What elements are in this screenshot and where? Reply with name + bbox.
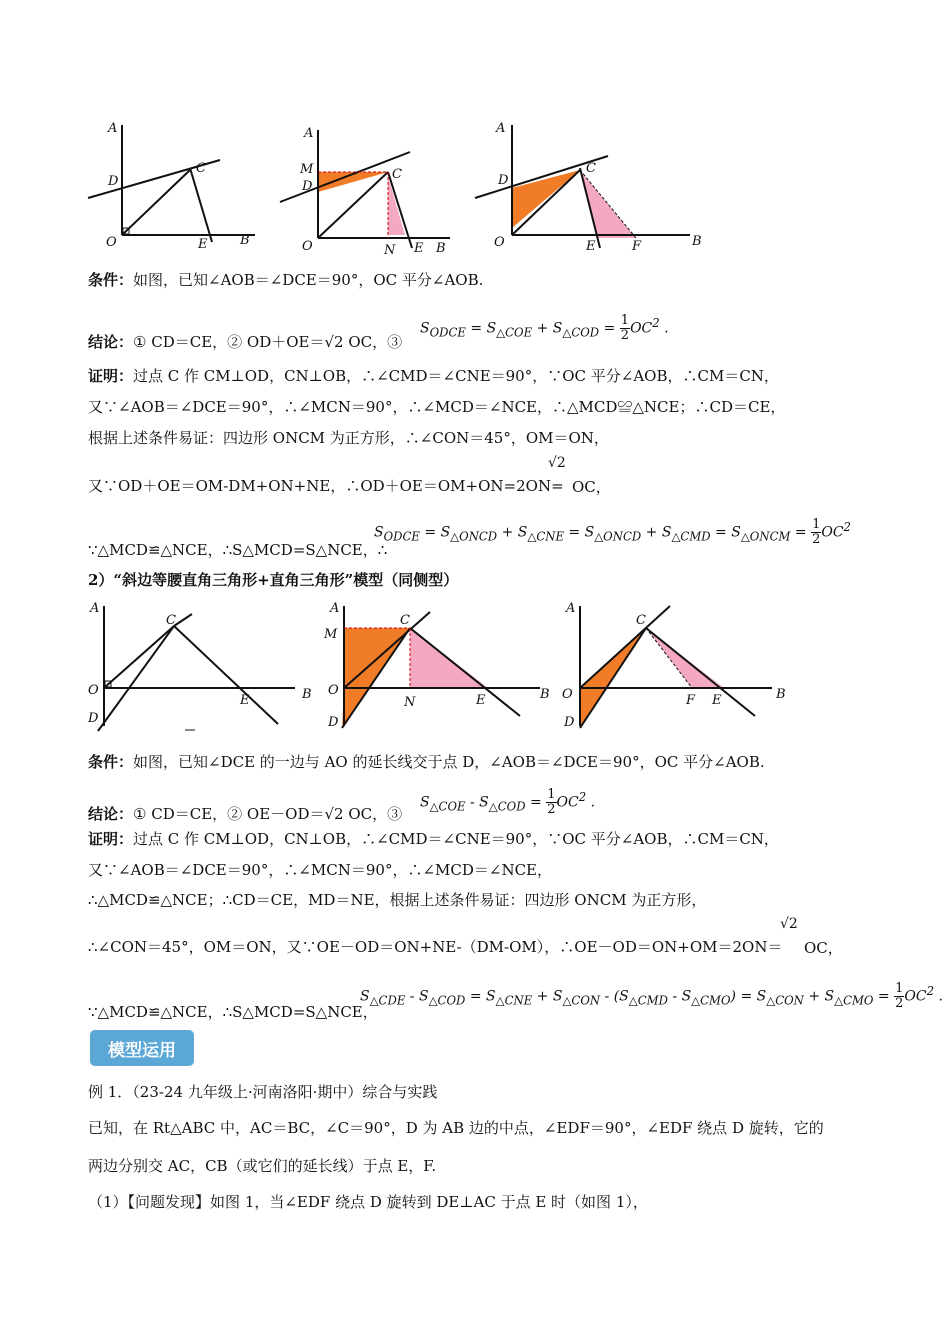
model1-conclusion: 结论：① CD＝CE，② OD＋OE＝√2 OC，③ [88, 333, 403, 351]
model2-proof-2: 又∵∠AOB＝∠DCE＝90°，∴∠MCN＝90°，∴∠MCD＝∠NCE， [88, 861, 552, 879]
example-title: 例 1．（23-24 九年级上·河南洛阳·期中）综合与实践 [88, 1083, 438, 1101]
model1-proof-3: 根据上述条件易证：四边形 ONCM 为正方形，∴∠CON＝45°，OM＝ON， [88, 429, 609, 447]
example-line-3: （1）【问题发现】如图 1，当∠EDF 绕点 D 旋转到 DE⊥AC 于点 E 时（如图 1）， [88, 1193, 648, 1211]
svg-text:D: D [108, 174, 119, 189]
svg-text:A: A [304, 126, 314, 141]
svg-text:O: O [106, 235, 117, 250]
figure-row-2 [80, 596, 800, 736]
svg-text:M: M [324, 627, 338, 642]
model2-proof-4b: OC， [804, 939, 843, 957]
svg-text:M: M [300, 162, 314, 177]
model2-heading: 2）“斜边等腰直角三角形+直角三角形”模型（同侧型） [88, 571, 459, 589]
figure-row-1 [80, 110, 720, 260]
svg-text:C: C [400, 613, 410, 628]
example-line-1: 已知，在 Rt△ABC 中，AC＝BC，∠C＝90°，D 为 AB 边的中点，∠EDF＝90°，∠EDF 绕点 D 旋转，它的 [88, 1119, 824, 1137]
svg-text:O: O [302, 239, 313, 254]
model1-final-formula: $S_{ODCE} = S_{\triangle ONCD} + S_{\triangle CNE} = S_{\triangle ONCD} + S_{\triangle CMD} = S_{\triangle ONCM}$ = $\frac{1}{2}$ $OC^2$ [374, 517, 851, 547]
svg-text:B: B [436, 241, 446, 256]
svg-text:O: O [494, 235, 505, 250]
svg-text:C: C [586, 161, 596, 176]
svg-text:A: A [108, 121, 118, 136]
svg-text:N: N [384, 243, 396, 258]
model2-conclusion: 结论：① CD＝CE，② OE－OD＝√2 OC，③ [88, 805, 403, 823]
model1-proof-5: ∵△MCD≌△NCE，∴S△MCD=S△NCE，∴ [88, 541, 388, 559]
svg-text:C: C [636, 613, 646, 628]
svg-text:A: A [566, 601, 576, 616]
model1-sqrt2: √2 [548, 455, 566, 471]
svg-text:D: D [328, 715, 339, 730]
svg-text:E: E [586, 239, 596, 254]
model2-final-formula: $S_{\triangle CDE} - S_{\triangle COD} = S_{\triangle CNE} + S_{\triangle CON} - (S_{\triangle CMD} - S_{\triangle CMO}) = S_{\triangle CON} + S_{\triangle CMO}$ = $\frac{1}{2}$ $OC^2$ . [360, 981, 943, 1011]
svg-text:O: O [328, 683, 339, 698]
svg-text:F: F [632, 239, 642, 254]
model2-proof-5: ∵△MCD≌△NCE，∴S△MCD=S△NCE， [88, 1003, 378, 1021]
model1-condition: 条件：如图，已知∠AOB＝∠DCE＝90°，OC 平分∠AOB. [88, 271, 484, 289]
svg-text:B: B [776, 687, 786, 702]
svg-text:D: D [498, 173, 509, 188]
model1-conclusion-formula: $S_{ODCE} = S_{\triangle COE} + S_{\triangle COD}$ = $\frac{1}{2}$ $OC^2$ . [420, 313, 669, 343]
model2-condition: 条件：如图，已知∠DCE 的一边与 AO 的延长线交于点 D，∠AOB＝∠DCE＝90°，OC 平分∠AOB. [88, 753, 765, 771]
svg-text:O: O [562, 687, 573, 702]
svg-text:C: C [196, 161, 206, 176]
model2-conclusion-formula: $S_{\triangle COE} - S_{\triangle COD}$ = $\frac{1}{2}$ $OC^2$ . [420, 787, 596, 817]
svg-text:B: B [302, 687, 312, 702]
svg-text:A: A [496, 121, 506, 136]
svg-text:B: B [240, 233, 250, 248]
svg-text:E: E [240, 693, 250, 708]
svg-text:E: E [712, 693, 722, 708]
svg-text:E: E [414, 241, 424, 256]
svg-text:D: D [302, 179, 313, 194]
svg-text:D: D [88, 711, 99, 726]
svg-text:E: E [476, 693, 486, 708]
figure-2-1 [87, 601, 312, 731]
model-application-badge: 模型运用 [90, 1030, 194, 1066]
figure-1-2 [280, 126, 450, 258]
svg-text:N: N [404, 695, 416, 710]
svg-text:A: A [90, 601, 100, 616]
svg-text:O: O [88, 683, 99, 698]
svg-text:A: A [330, 601, 340, 616]
model1-proof-1: 证明：过点 C 作 CM⊥OD，CN⊥OB，∴∠CMD＝∠CNE＝90°，∵OC 平分∠AOB，∴CM＝CN， [88, 367, 779, 385]
figure-1-3 [475, 121, 702, 254]
svg-text:F: F [686, 693, 696, 708]
figure-2-2 [323, 601, 550, 730]
svg-text:B: B [540, 687, 550, 702]
svg-text:D: D [564, 715, 575, 730]
figure-1-1 [88, 121, 255, 252]
model2-proof-3: ∴△MCD≌△NCE；∴CD＝CE，MD＝NE，根据上述条件易证：四边形 ONCM 为正方形， [88, 891, 707, 909]
svg-text:E: E [198, 237, 208, 252]
example-line-2: 两边分别交 AC，CB（或它们的延长线）于点 E，F. [88, 1157, 437, 1175]
model2-sqrt2: √2 [780, 916, 798, 932]
svg-text:B: B [692, 234, 702, 249]
figure-2-3 [562, 601, 786, 730]
model1-proof-4b: OC， [572, 478, 611, 496]
svg-text:C: C [166, 613, 176, 628]
model1-proof-2: 又∵∠AOB＝∠DCE＝90°，∴∠MCN＝90°，∴∠MCD＝∠NCE，∴△MCD≌△NCE；∴CD＝CE， [88, 398, 786, 416]
model1-proof-4: 又∵OD＋OE＝OM-DM+ON+NE，∴OD＋OE＝OM+ON=2ON= [88, 477, 564, 495]
model2-proof-1: 证明：过点 C 作 CM⊥OD，CN⊥OB，∴∠CMD＝∠CNE＝90°，∵OC 平分∠AOB，∴CM＝CN， [88, 830, 779, 848]
svg-text:C: C [392, 167, 402, 182]
model2-proof-4: ∴∠CON＝45°，OM＝ON，又∵OE－OD＝ON+NE-（DM-OM），∴OE－OD＝ON+OM＝2ON＝ [88, 938, 783, 956]
